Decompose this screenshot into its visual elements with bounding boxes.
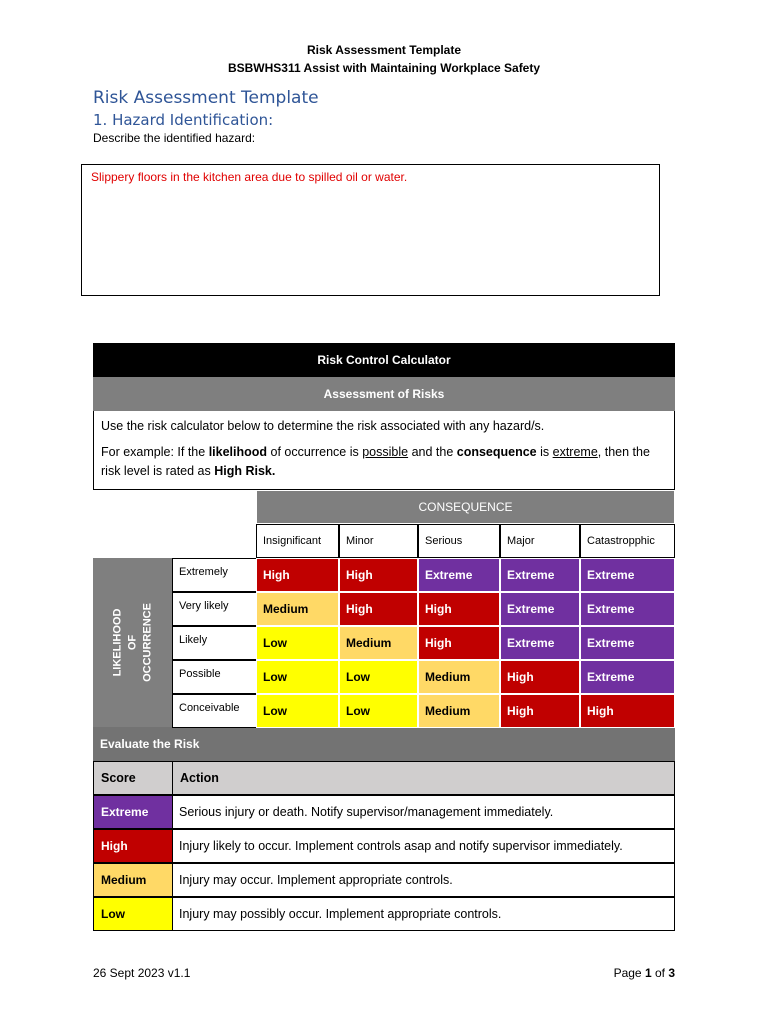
risk-cell-high: High bbox=[418, 592, 500, 626]
risk-cell-extreme: Extreme bbox=[418, 558, 500, 592]
risk-cell-medium: Medium bbox=[418, 660, 500, 694]
risk-cell-low: Low bbox=[256, 660, 339, 694]
risk-cell-high: High bbox=[500, 660, 580, 694]
action-extreme: Serious injury or death. Notify supervisor/management immediately. bbox=[172, 795, 675, 829]
risk-cell-extreme: Extreme bbox=[580, 660, 675, 694]
header-subtitle: BSBWHS311 Assist with Maintaining Workplace Safety bbox=[227, 61, 541, 75]
risk-cell-high: High bbox=[580, 694, 675, 728]
action-column-header: Action bbox=[172, 761, 675, 795]
risk-cell-extreme: Extreme bbox=[580, 626, 675, 660]
risk-cell-high: High bbox=[256, 558, 339, 592]
risk-cell-high: High bbox=[339, 592, 418, 626]
hazard-description-box[interactable] bbox=[81, 164, 660, 296]
score-extreme: Extreme bbox=[93, 795, 173, 829]
risk-cell-extreme: Extreme bbox=[580, 592, 675, 626]
risk-cell-extreme: Extreme bbox=[500, 592, 580, 626]
action-low: Injury may possibly occur. Implement appropriate controls. bbox=[172, 897, 675, 931]
likelihood-likely: Likely bbox=[172, 626, 257, 660]
risk-cell-high: High bbox=[500, 694, 580, 728]
assessment-of-risks-heading: Assessment of Risks bbox=[93, 377, 675, 411]
score-medium: Medium bbox=[93, 863, 173, 897]
likelihood-header bbox=[93, 558, 173, 727]
instructions-example: For example: If the likelihood of occurrence is possible and the consequence is extreme, then the risk level is rated as High Risk. bbox=[101, 445, 650, 478]
risk-cell-high: High bbox=[418, 626, 500, 660]
risk-cell-medium: Medium bbox=[256, 592, 339, 626]
likelihood-possible: Possible bbox=[172, 660, 257, 694]
risk-cell-extreme: Extreme bbox=[580, 558, 675, 592]
risk-cell-extreme: Extreme bbox=[500, 558, 580, 592]
footer-date-version: 26 Sept 2023 v1.1 bbox=[93, 966, 191, 980]
consequence-minor: Minor bbox=[339, 524, 418, 558]
risk-cell-medium: Medium bbox=[339, 626, 418, 660]
risk-cell-low: Low bbox=[339, 660, 418, 694]
action-high: Injury likely to occur. Implement controls asap and notify supervisor immediately. bbox=[172, 829, 675, 863]
risk-cell-extreme: Extreme bbox=[500, 626, 580, 660]
action-medium: Injury may occur. Implement appropriate controls. bbox=[172, 863, 675, 897]
consequence-header: CONSEQUENCE bbox=[256, 490, 675, 524]
risk-cell-low: Low bbox=[256, 694, 339, 728]
instructions-line-1: Use the risk calculator below to determine the risk associated with any hazard/s. bbox=[101, 419, 545, 433]
consequence-major: Major bbox=[500, 524, 580, 558]
calculator-title: Risk Control Calculator bbox=[93, 343, 675, 377]
risk-cell-low: Low bbox=[339, 694, 418, 728]
consequence-insignificant: Insignificant bbox=[256, 524, 339, 558]
likelihood-label: LIKELIHOOD OF OCCURRENCE bbox=[111, 603, 154, 682]
likelihood-conceivable: Conceivable bbox=[172, 694, 257, 728]
likelihood-very-likely: Very likely bbox=[172, 592, 257, 626]
risk-cell-high: High bbox=[339, 558, 418, 592]
header-title: Risk Assessment Template bbox=[306, 43, 462, 57]
evaluate-the-risk-heading: Evaluate the Risk bbox=[93, 727, 675, 761]
section-heading-hazard-identification: 1. Hazard Identification: bbox=[93, 111, 274, 129]
consequence-catastropphic: Catastropphic bbox=[580, 524, 675, 558]
describe-hazard-label: Describe the identified hazard: bbox=[93, 131, 256, 145]
calculator-instructions bbox=[93, 411, 675, 490]
footer-page-number: Page 1 of 3 bbox=[613, 966, 675, 980]
consequence-serious: Serious bbox=[418, 524, 500, 558]
hazard-description-text: Slippery floors in the kitchen area due to spilled oil or water. bbox=[91, 170, 408, 184]
score-low: Low bbox=[93, 897, 173, 931]
score-high: High bbox=[93, 829, 173, 863]
document-title: Risk Assessment Template bbox=[93, 88, 319, 108]
risk-cell-low: Low bbox=[256, 626, 339, 660]
likelihood-extremely: Extremely bbox=[172, 558, 257, 592]
risk-cell-medium: Medium bbox=[418, 694, 500, 728]
score-column-header: Score bbox=[93, 761, 173, 795]
